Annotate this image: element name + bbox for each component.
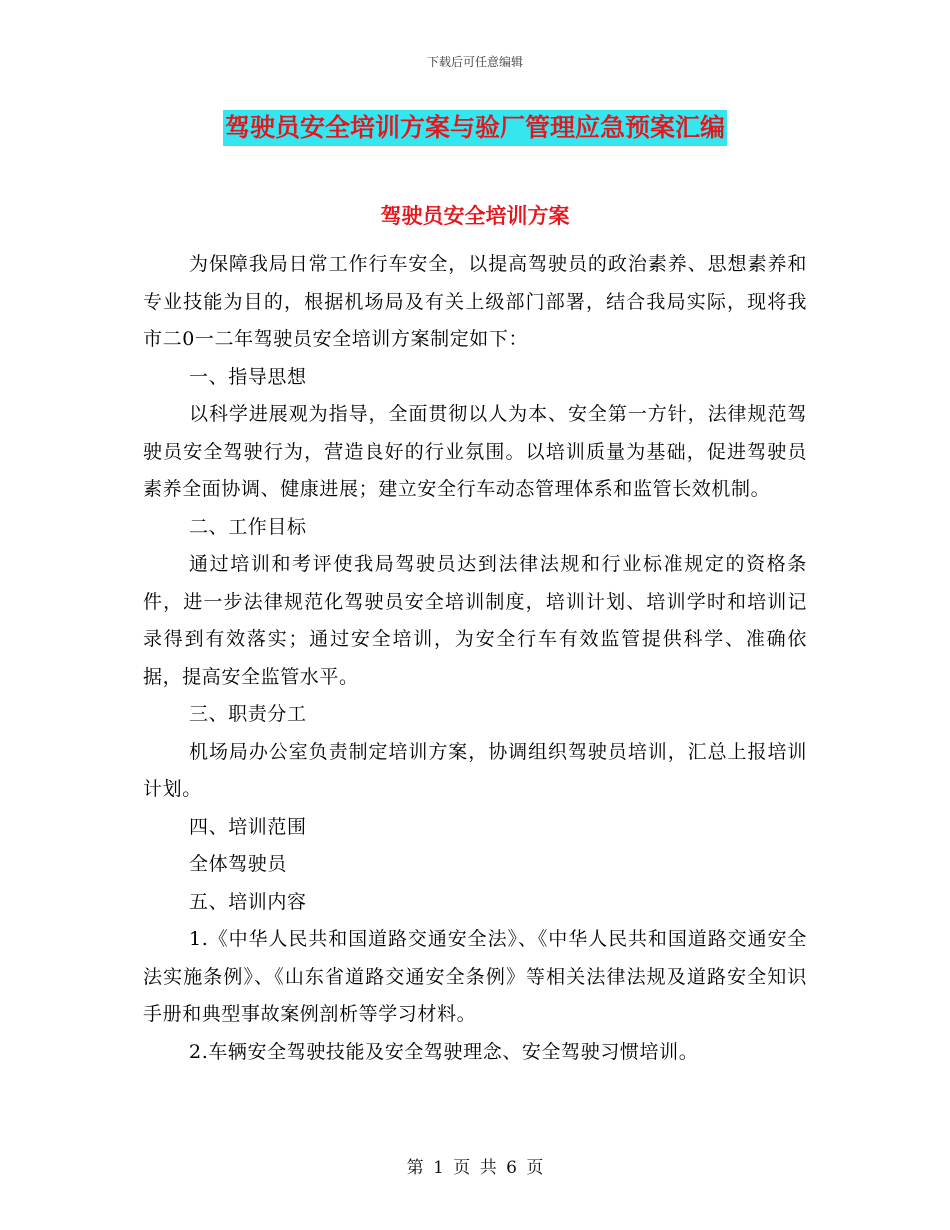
paragraph-intro: 为保障我局日常工作行车安全，以提高驾驶员的政治素养、思想素养和专业技能为目的，根据机场局及有关上级部门部署，结合我局实际，现将我市二0一二年驾驶员安全培训方案制定如下： [143,253,807,350]
heading-guiding-ideology: 一、指导思想 [189,365,307,388]
section-title: 驾驶员安全培训方案 [380,203,570,228]
paragraph-guiding-ideology: 以科学进展观为指导，全面贯彻以人为本、安全第一方针，法律规范驾驶员安全驾驶行为，营造良好的行业氛围。以培训质量为基础，促进驾驶员素养全面协调、健康进展；建立安全行车动态管理体系和监管长效机制。 [143,403,807,500]
heading-work-goals: 二、工作目标 [189,515,307,538]
document-title-container [0,110,950,146]
heading-training-content: 五、培训内容 [189,890,307,913]
document-title: 驾驶员安全培训方案与验厂管理应急预案汇编 [223,110,727,146]
document-body [143,246,807,1071]
paragraph-responsibilities: 机场局办公室负责制定培训方案，协调组织驾驶员培训，汇总上报培训计划。 [143,740,807,800]
paragraph-training-content-2: 2.车辆安全驾驶技能及安全驾驶理念、安全驾驶习惯培训。 [189,1040,699,1063]
page-footer: 第 1 页 共 6 页 [406,1158,544,1178]
heading-training-scope: 四、培训范围 [189,815,307,838]
header-note: 下载后可任意编辑 [426,55,523,69]
heading-responsibilities: 三、职责分工 [189,703,307,725]
paragraph-work-goals: 通过培训和考评使我局驾驶员达到法律法规和行业标准规定的资格条件，进一步法律规范化驾驶员安全培训制度，培训计划、培训学时和培训记录得到有效落实；通过安全培训，为安全行车有效监管提供科学、准确依据，提高安全监管水平。 [143,553,807,688]
paragraph-training-scope: 全体驾驶员 [189,853,288,875]
paragraph-training-content-1: 1.《中华人民共和国道路交通安全法》、《中华人民共和国道路交通安全法实施条例》、《山东省道路交通安全条例》等相关法律法规及道路安全知识手册和典型事故案例剖析等学习材料。 [143,928,807,1025]
